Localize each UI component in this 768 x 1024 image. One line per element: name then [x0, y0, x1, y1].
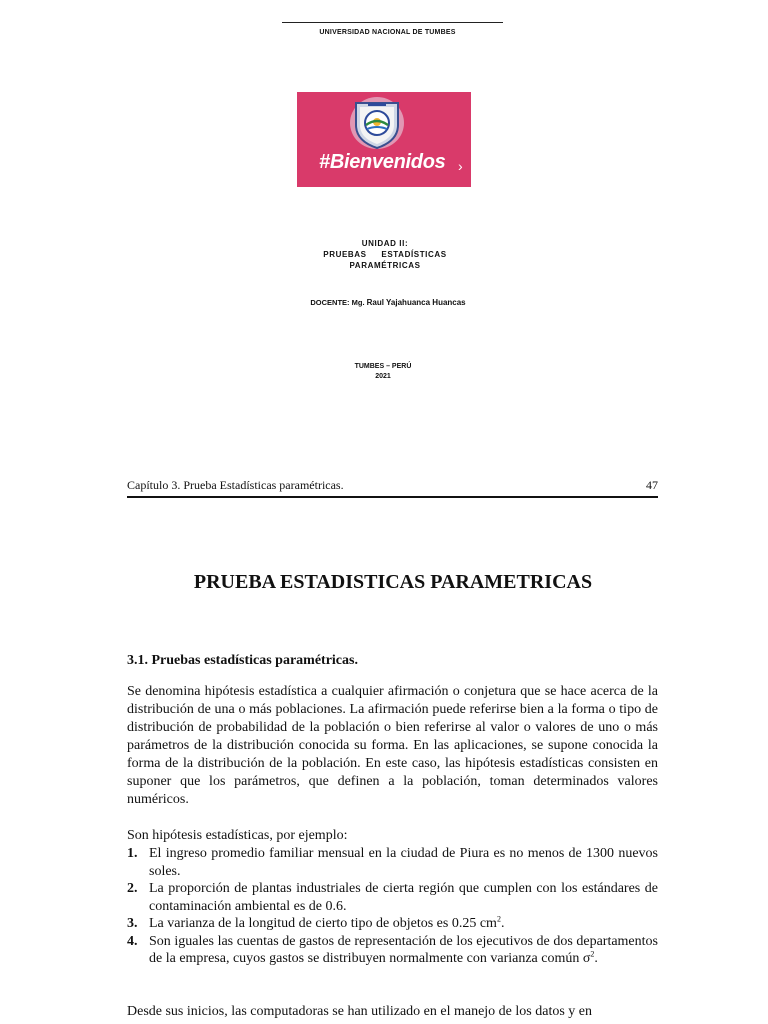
- list-item-number: 3.: [127, 916, 138, 931]
- section-title: 3.1. Pruebas estadísticas paramétricas.: [127, 653, 358, 668]
- list-item: [127, 933, 658, 968]
- chapter-title: Capítulo 3. Prueba Estadísticas paramétricas.: [127, 478, 344, 492]
- list-item-number: 1.: [127, 846, 138, 861]
- unit-title-line3: PARAMÉTRICAS: [349, 261, 421, 270]
- list-item-end: .: [594, 951, 598, 966]
- year: 2021: [375, 373, 391, 380]
- superscript: 2: [496, 914, 501, 924]
- chapter-header: [127, 478, 658, 493]
- paragraph-examples-intro: Son hipótesis estadísticas, por ejemplo:: [127, 828, 348, 843]
- welcome-banner: [297, 92, 471, 187]
- teacher-label: DOCENTE: Mg.: [310, 298, 365, 307]
- list-item-end: .: [500, 916, 505, 931]
- chapter-rule: [127, 496, 658, 498]
- paragraph-computers: Desde sus inicios, las computadoras se han utilizado en el manejo de los datos y en: [127, 1004, 593, 1019]
- banner-hashtag: #Bienvenidos: [319, 151, 446, 173]
- university-seal-icon: [348, 95, 406, 151]
- list-item-text: La varianza de la longitud de cierto tipo de objetos es 0.25 cm: [149, 916, 497, 931]
- examples-list: [127, 845, 658, 968]
- list-item-text: La proporción de plantas industriales de cierta región que cumplen con los estándares de contaminación ambiental es de 0.6.: [149, 881, 658, 914]
- teacher-line: [0, 298, 768, 307]
- list-item: [127, 915, 658, 933]
- list-item: [127, 845, 658, 880]
- page-number: 47: [646, 478, 658, 492]
- header-rule: [282, 22, 503, 23]
- paragraph-definition: Se denomina hipótesis estadística a cualquier afirmación o conjetura que se hace acerca de la distribución de una o más poblaciones. La afirmación puede referirse bien a la forma o tipo de distribución de probabilidad de la población o bien referirse al valor o valores de uno o más parámetros de la distribución conocida su forma. En las aplicaciones, se supone conocida la forma de la distribución de la población. En este caso, las hipótesis estadísticas consisten en suponer que los parámetros, que definen a la población, toman determinados valores numéricos.: [127, 684, 658, 807]
- list-item: [127, 880, 658, 915]
- unit-title-line2: PRUEBAS ESTADÍSTICAS: [323, 250, 447, 259]
- place-date: [0, 362, 766, 382]
- teacher-name: Raul Yajahuanca Huancas: [366, 298, 466, 307]
- page-title: PRUEBA ESTADISTICAS PARAMETRICAS: [193, 571, 593, 593]
- list-item-text: El ingreso promedio familiar mensual en la ciudad de Piura es no menos de 1300 nuevos soles.: [149, 846, 658, 879]
- place: TUMBES – PERÚ: [354, 363, 412, 370]
- list-item-text: Son iguales las cuentas de gastos de representación de los ejecutivos de dos departamentos de la empresa, cuyos gastos se distribuyen normalmente con varianza común σ: [149, 933, 658, 966]
- university-name: UNIVERSIDAD NACIONAL DE TUMBES: [319, 29, 456, 36]
- chevron-right-icon: ›: [458, 158, 463, 174]
- unit-title-line1: UNIDAD II:: [361, 239, 409, 248]
- list-item-number: 2.: [127, 881, 138, 896]
- list-item-number: 4.: [127, 933, 138, 949]
- superscript: 2: [590, 949, 595, 959]
